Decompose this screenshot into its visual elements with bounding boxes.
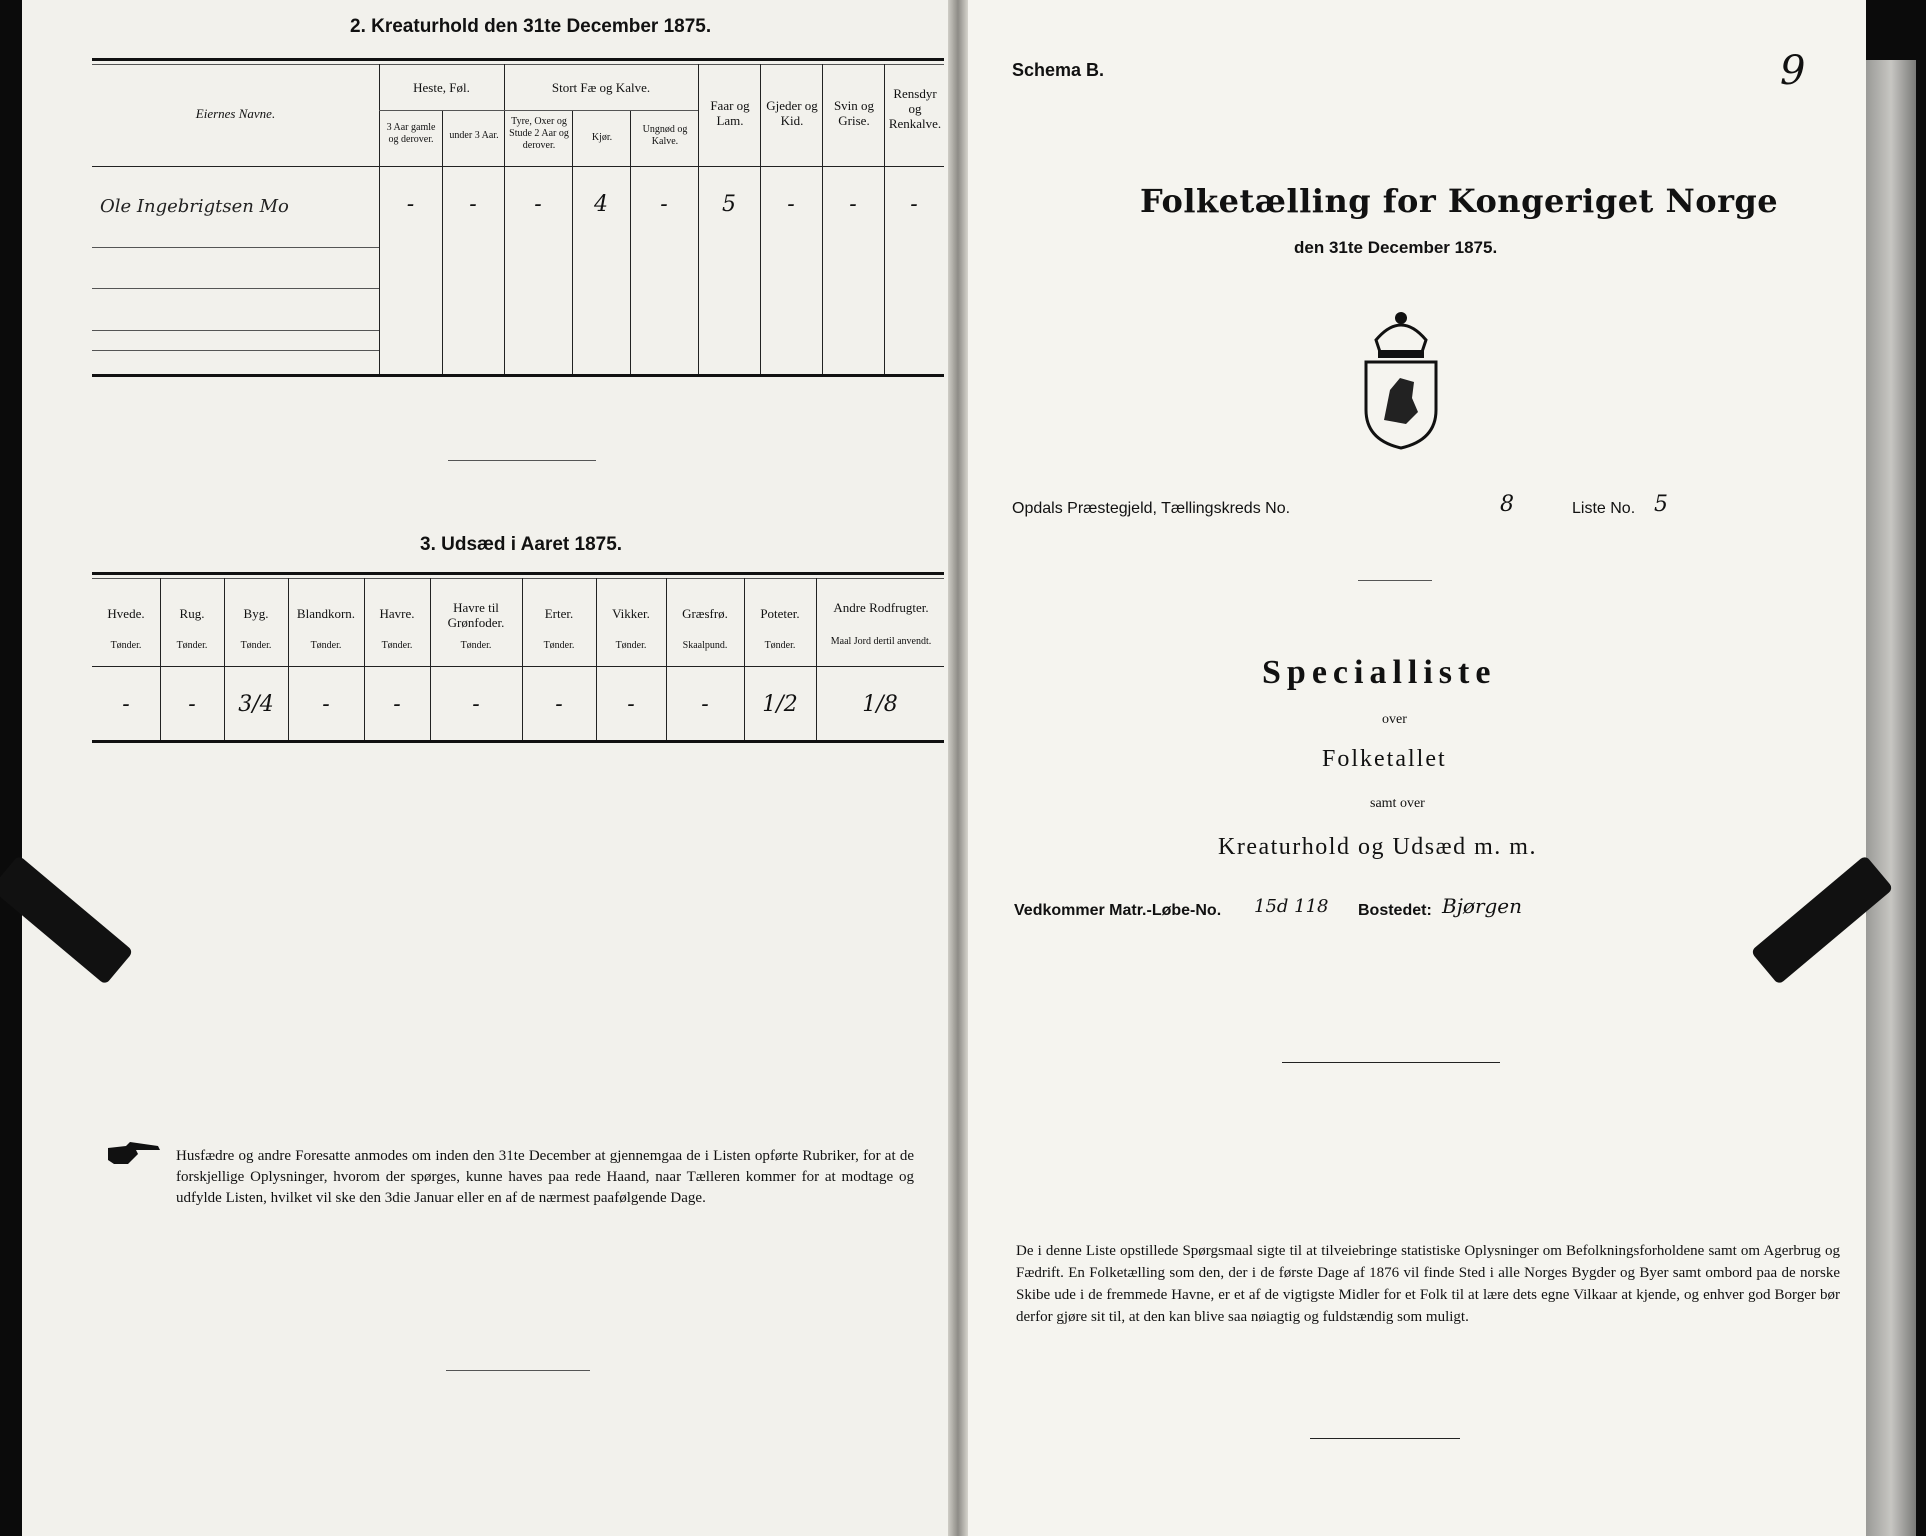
col-header: Rensdyr og Renkalve.	[888, 86, 942, 131]
s3-col-name: Vikker.	[612, 606, 650, 621]
s2-value: -	[469, 192, 477, 217]
bosted-label: Bostedet:	[1358, 902, 1432, 919]
s2-value: -	[787, 192, 795, 217]
s3-col-name: Havre til Grønfoder.	[447, 600, 505, 630]
divider	[1310, 1438, 1460, 1439]
s3-bottom-rule	[92, 740, 944, 743]
parish-value: 8	[1500, 492, 1514, 517]
s3-top-rule	[92, 572, 944, 575]
divider	[446, 1370, 590, 1371]
s2-row-rule	[92, 247, 379, 248]
main-subtitle: den 31te December 1875.	[1294, 238, 1498, 257]
book-gutter	[948, 0, 968, 1536]
s3-col-unit: Tønder.	[543, 640, 575, 651]
s3-col-unit: Tønder.	[176, 640, 208, 651]
s3-col-name: Blandkorn.	[296, 606, 356, 621]
s3-col-unit: Tønder.	[240, 640, 272, 651]
s3-col-unit: Tønder.	[764, 640, 796, 651]
section2-title: 2. Kreaturhold den 31te December 1875.	[350, 16, 712, 37]
s3-value: -	[322, 692, 330, 717]
s3-col-unit: Maal Jord dertil anvendt.	[830, 636, 932, 647]
s3-col-name: Andre Rodfrugter.	[833, 600, 929, 615]
col-header: Ungnød og Kalve.	[642, 124, 688, 147]
col-header: under 3 Aar.	[449, 130, 499, 141]
s2-col-rule	[884, 64, 885, 374]
info-paragraph: De i denne Liste opstillede Spørgsmaal sigte til at tilveiebringe statistiske Oplysninger om Befolkningsforholdene samt om Agerbrug og Fædrift. En Folketælling som den, der i de første Dage af 1876 vil finde Sted i alle Norges Bygder og Byer samt ombord paa de norske Skibe ude i de fremmede Havne, er et af de vigtigste Midler for et Folk til at lære dets egne Vilkaar at kjende, og enhver god Borger bør derfor gjøre sit til, at den kan blive saa nøiagtig og fuldstændig som muligt.	[1016, 1243, 1840, 1325]
divider	[448, 460, 596, 461]
s2-value: -	[534, 192, 542, 217]
col-header: Faar og Lam.	[710, 98, 750, 128]
coat-of-arms-icon	[1356, 300, 1446, 450]
left-page	[22, 0, 958, 1536]
samt-over-text: samt over	[1370, 796, 1425, 811]
heste-group-header: Heste, Føl.	[413, 80, 470, 95]
col-header: Tyre, Oxer og Stude 2 Aar og derover.	[509, 116, 569, 151]
s3-col-name: Havre.	[379, 606, 415, 621]
s3-col-unit: Skaalpund.	[682, 640, 728, 651]
s2-col-rule	[760, 64, 761, 374]
page-number: 9	[1780, 48, 1806, 94]
s3-value: -	[472, 692, 480, 717]
s2-row-rule	[92, 288, 379, 289]
s3-col-name: Græsfrø.	[682, 606, 728, 621]
s2-bottom-rule	[92, 374, 944, 377]
schema-label: Schema B.	[1012, 60, 1105, 80]
s2-row-rule	[92, 350, 379, 351]
liste-value: 5	[1654, 492, 1668, 517]
page-edge	[1866, 60, 1916, 1536]
s2-top-rule	[92, 58, 944, 61]
col-header: Gjeder og Kid.	[766, 98, 818, 128]
folketallet-text: Folketallet	[1322, 746, 1447, 772]
s3-col-name: Erter.	[544, 606, 574, 621]
parish-label: Opdals Præstegjeld, Tællingskreds No.	[1012, 500, 1291, 517]
s2-col-rule	[572, 110, 573, 374]
s3-col-unit: Tønder.	[460, 640, 492, 651]
matr-label: Vedkommer Matr.-Løbe-No.	[1014, 902, 1222, 919]
s2-col-rule	[698, 64, 699, 374]
s3-col-name: Poteter.	[760, 606, 800, 621]
s3-col-unit: Tønder.	[381, 640, 413, 651]
s3-value: -	[393, 692, 401, 717]
s2-col-rule	[442, 110, 443, 374]
matr-value: 15d 118	[1254, 896, 1329, 917]
over-text: over	[1382, 712, 1407, 727]
s3-col-unit: Tønder.	[110, 640, 142, 651]
s2-value: 4	[594, 192, 608, 217]
s3-value: -	[627, 692, 635, 717]
s3-col-unit: Tønder.	[310, 640, 342, 651]
col-header: Kjør.	[591, 132, 613, 143]
s3-value: -	[122, 692, 130, 717]
s2-value: -	[849, 192, 857, 217]
s3-value: 3/4	[238, 692, 274, 717]
s3-col-name: Hvede.	[107, 606, 145, 621]
kreatur-text: Kreaturhold og Udsæd m. m.	[1218, 834, 1537, 860]
s2-value: -	[660, 192, 668, 217]
s2-header-bottom	[92, 166, 944, 167]
s2-value: -	[910, 192, 918, 217]
s3-value: -	[188, 692, 196, 717]
divider	[1358, 580, 1432, 581]
special-heading: Specialliste	[1262, 654, 1497, 691]
notice-text: Husfædre og andre Foresatte anmodes om inden den 31te December at gjennemgaa de i Listen opførte Rubriker, for at de forskjellige Oplysninger, hvorom der spørges, kunne haves paa rede Haand, naar Tælleren kommer for at modtage og udfylde Listen, hvilket vil ske den 3die Januar eller en af de nærmest paafølgende Dage.	[176, 1148, 914, 1206]
s2-group-rule	[379, 110, 698, 111]
s3-col-name: Rug.	[179, 606, 205, 621]
s3-value: 1/8	[862, 692, 898, 717]
main-title: Folketælling for Kongeriget Norge	[1140, 182, 1779, 220]
owner-header: Eiernes Navne.	[195, 106, 276, 121]
s2-value: 5	[722, 192, 736, 217]
s3-value: 1/2	[762, 692, 798, 717]
s3-col-unit: Tønder.	[615, 640, 647, 651]
s2-row-rule	[92, 330, 379, 331]
col-header: 3 Aar gamle og derover.	[386, 122, 436, 145]
s3-value: -	[701, 692, 709, 717]
divider	[1282, 1062, 1500, 1063]
s3-value: -	[555, 692, 563, 717]
section3-title: 3. Udsæd i Aaret 1875.	[420, 534, 623, 555]
s2-col-rule	[822, 64, 823, 374]
stort-fae-group-header: Stort Fæ og Kalve.	[551, 80, 651, 95]
pointing-hand-icon	[106, 1140, 164, 1168]
col-header: Svin og Grise.	[833, 98, 875, 128]
bosted-value: Bjørgen	[1442, 894, 1523, 918]
s2-top-rule-2	[92, 64, 944, 65]
liste-label: Liste No.	[1572, 500, 1636, 517]
s3-col-name: Byg.	[243, 606, 269, 621]
s2-col-rule	[630, 110, 631, 374]
owner-name: Ole Ingebrigtsen Mo	[100, 196, 289, 217]
s2-value: -	[406, 192, 415, 217]
